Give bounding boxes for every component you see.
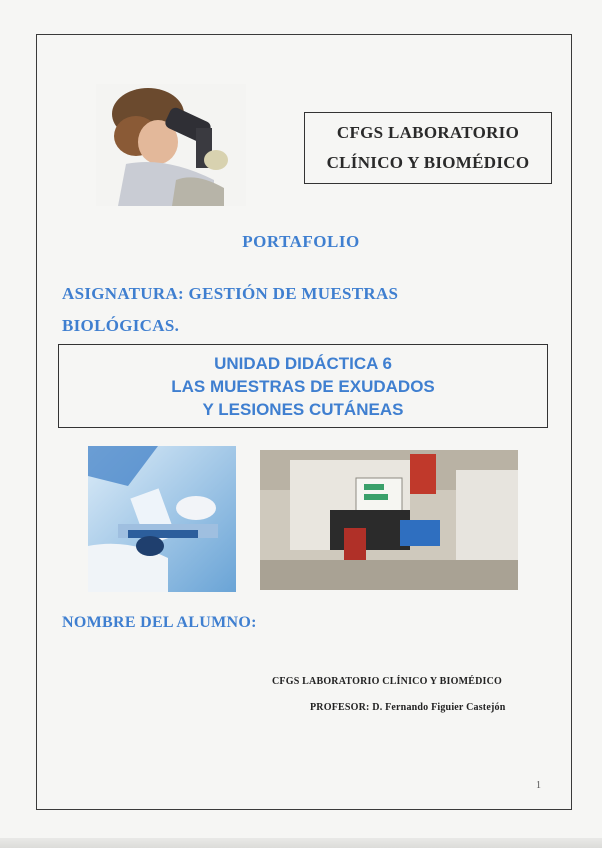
unit-line1: UNIDAD DIDÁCTICA 6 [214,353,392,373]
program-title-line2: CLÍNICO Y BIOMÉDICO [326,153,530,172]
student-name-label: NOMBRE DEL ALUMNO: [62,614,257,631]
lab-equipment-photo [260,450,518,590]
program-title-line1: CFGS LABORATORIO [336,123,520,142]
scan-edge [0,838,602,848]
footer-institution: CFGS LABORATORIO CLÍNICO Y BIOMÉDICO [272,676,503,687]
microscope-slide-photo [88,446,236,592]
unit-line3: Y LESIONES CUTÁNEAS [202,399,404,419]
subject-line2: BIOLÓGICAS. [62,316,180,335]
unit-line2: LAS MUESTRAS DE EXUDADOS [171,376,435,396]
portfolio-heading: PORTAFOLIO [242,232,360,251]
unit-title-box [58,344,548,428]
program-title-box [304,112,552,184]
subject-heading [62,278,482,342]
microscope-student-photo [96,84,246,206]
subject-line1: ASIGNATURA: GESTIÓN DE MUESTRAS [62,284,399,303]
page-number: 1 [536,780,541,791]
footer-teacher: PROFESOR: D. Fernando Figuier Castejón [310,702,506,713]
